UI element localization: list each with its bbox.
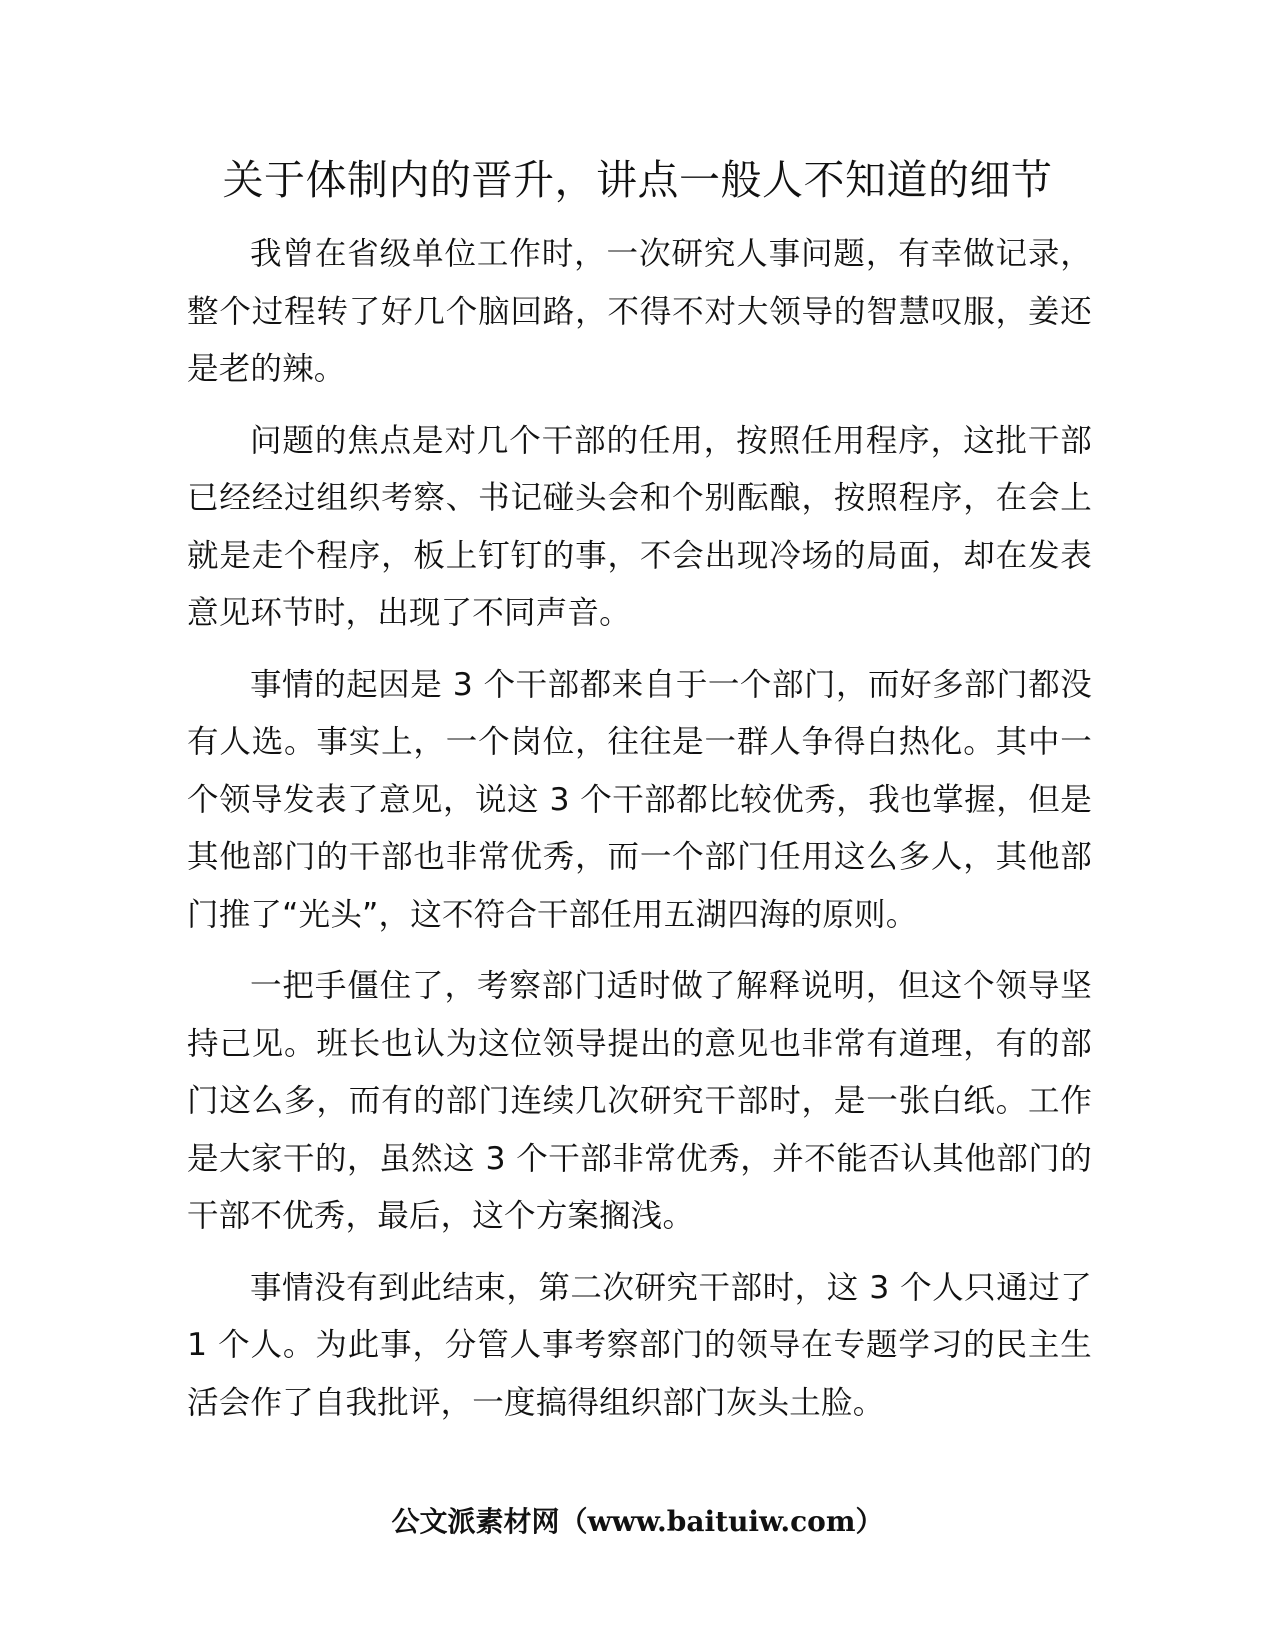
paragraph-5: 事情没有到此结束，第二次研究干部时，这 3 个人只通过了 1 个人。为此事，分管人事考察部门的领导在专题学习的民主生活会作了自我批评，一度搞得组织部门灰头土脸。	[187, 1269, 1092, 1421]
source-footer: 公文派素材网（www.baituiw.com）	[391, 1505, 884, 1538]
paragraph-1: 我曾在省级单位工作时，一次研究人事问题，有幸做记录，整个过程转了好几个脑回路，不得不对大领导的智慧叹服，姜还是老的辣。	[187, 236, 1092, 387]
document-body	[187, 226, 1092, 1446]
paragraph-4: 一把手僵住了，考察部门适时做了解释说明，但这个领导坚持己见。班长也认为这位领导提出的意见也非常有道理，有的部门这么多，而有的部门连续几次研究干部时，是一张白纸。工作是大家干的，虽然这 3 个干部非常优秀，并不能否认其他部门的干部不优秀，最后，这个方案搁浅。	[187, 968, 1092, 1234]
document-title: 关于体制内的晋升，讲点一般人不知道的细节	[222, 156, 1053, 204]
paragraph-2: 问题的焦点是对几个干部的任用，按照任用程序，这批干部已经经过组织考察、书记碰头会和个别酝酿，按照程序，在会上就是走个程序，板上钉钉的事，不会出现冷场的局面，却在发表意见环节时，出现了不同声音。	[187, 422, 1092, 631]
paragraph-3: 事情的起因是 3 个干部都来自于一个部门，而好多部门都没有人选。事实上，一个岗位，往往是一群人争得白热化。其中一个领导发表了意见，说这 3 个干部都比较优秀，我也掌握，但是其他部门的干部也非常优秀，而一个部门任用这么多人，其他部门推了“光头”，这不符合干部任用五湖四海的原则。	[187, 666, 1092, 933]
